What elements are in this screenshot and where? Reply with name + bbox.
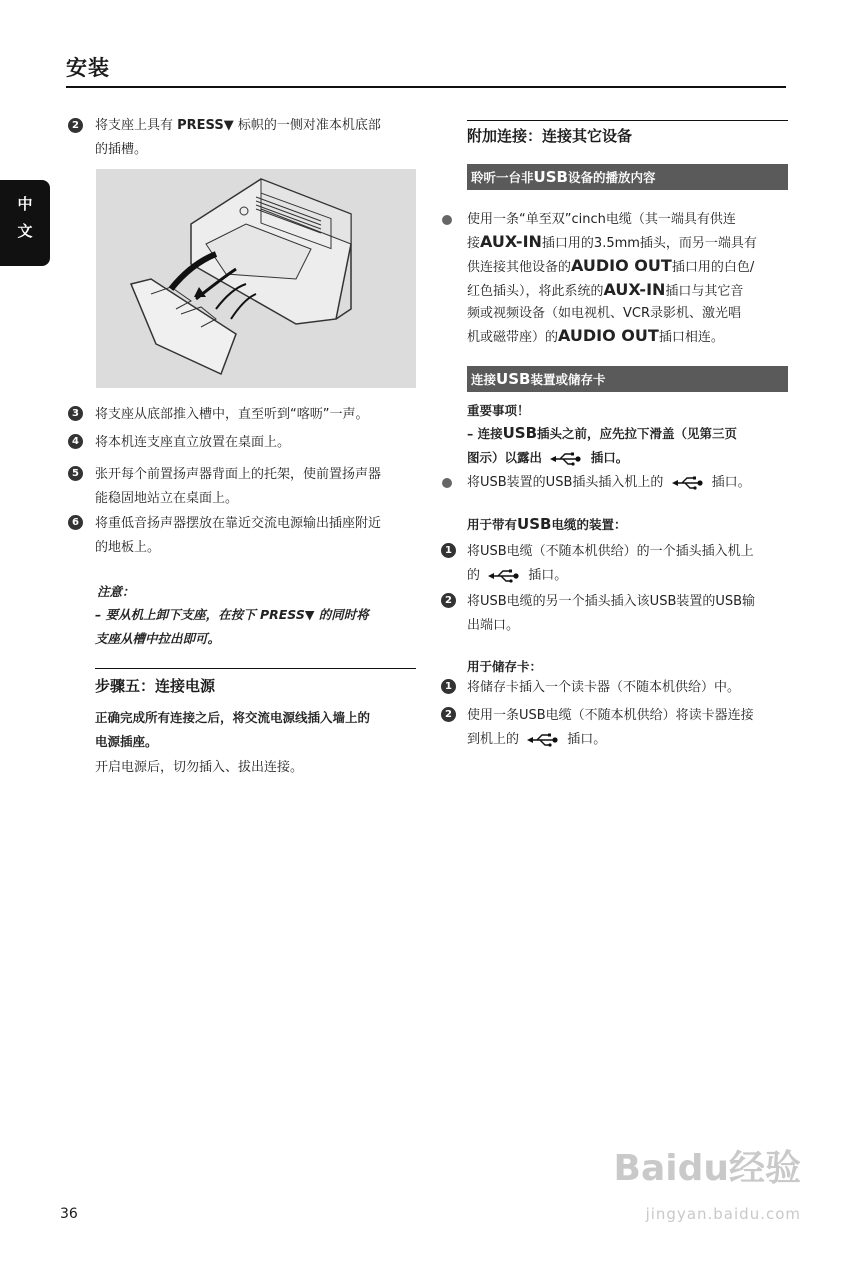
step-3-number: 3 (68, 406, 83, 421)
step-five-title: 步骤五：连接电源 (95, 677, 216, 695)
page-title: 安装 (66, 56, 110, 80)
usb-heading-bar: 连接 USB 装置或储存卡 (467, 366, 788, 392)
language-tab: 中文 (0, 180, 50, 266)
step-6-number: 6 (68, 515, 83, 530)
step-5-number: 5 (68, 466, 83, 481)
usb-cable-step-1: 将USB电缆（不随本机供给）的一个插头插入机上 的 插口。 (467, 544, 754, 583)
step-6-text: 将重低音扬声器摆放在靠近交流电源输出插座附近 的地板上。 (95, 516, 382, 555)
usb-icon (488, 569, 520, 583)
step-4-number: 4 (68, 434, 83, 449)
right-top-rule (467, 120, 788, 121)
substep-2-number: 2 (441, 593, 456, 608)
usb-icon (672, 476, 704, 490)
step-3-text: 将支座从底部推入槽中，直至听到“喀呖”一声。 (95, 407, 369, 422)
note-text: – 要从机上卸下支座，在按下 PRESS▼ 的同时将 支座从槽中拉出即可。 (95, 607, 369, 646)
step-2-number: 2 (68, 118, 83, 133)
usb-insert-paragraph: 将USB装置的USB插头插入机上的 插口。 (467, 475, 751, 490)
usb-cable-step-2: 将USB电缆的另一个插头插入该USB装置的USB输 出端口。 (467, 594, 756, 633)
step-4-text: 将本机连支座直立放置在桌面上。 (95, 435, 291, 450)
usb-icon (550, 452, 582, 466)
stand-illustration (96, 169, 416, 388)
bullet-dot (442, 215, 452, 225)
important-text: – 连接USB插头之前，应先拉下滑盖（见第三页 图示）以露出 插口。 (467, 424, 738, 465)
memory-card-subtitle: 用于储存卡： (467, 659, 543, 674)
step-five-instruction: 正确完成所有连接之后，将交流电源线插入墙上的 电源插座。 (95, 710, 371, 749)
step-5-text: 张开每个前置扬声器背面上的托架，使前置扬声器 能稳固地站立在桌面上。 (95, 467, 382, 506)
step-five-warning: 开启电源后，切勿插入、拔出连接。 (95, 760, 304, 775)
usb-icon (527, 733, 559, 747)
substep-1-number: 1 (441, 543, 456, 558)
title-rule (66, 86, 786, 88)
right-section-title: 附加连接：连接其它设备 (467, 127, 633, 145)
card-step-1-number: 1 (441, 679, 456, 694)
bullet-dot (442, 478, 452, 488)
step-2-text: 将支座上具有 PRESS▼ 标帜的一侧对准本机底部 的插槽。 (95, 118, 381, 157)
section-rule (95, 668, 416, 669)
card-step-2: 使用一条USB电缆（不随本机供给）将读卡器连接 到机上的 插口。 (467, 708, 754, 747)
non-usb-heading-bar: 聆听一台非 USB 设备的播放内容 (467, 164, 788, 190)
page-number: 36 (60, 1206, 78, 1222)
usb-cable-subtitle: 用于带有USB电缆的装置： (467, 515, 627, 533)
aux-in-paragraph: 使用一条“单至双”cinch电缆（其一端具有供连 接AUX-IN插口用的3.5mm插头，而另一端具有 供连接其他设备的AUDIO OUT插口用的白色/ 红色插头），将此系统的AUX-IN插口与其它音 频或视频设备（如电视机、VCR录影机、激光唱 机或磁带座）的AUDIO OUT插口相连。 (467, 212, 757, 345)
card-step-1: 将储存卡插入一个读卡器（不随本机供给）中。 (467, 680, 741, 695)
baidu-watermark: Baidu经验 (613, 1148, 801, 1189)
note-title: 注意： (97, 584, 135, 599)
card-step-2-number: 2 (441, 707, 456, 722)
baidu-watermark-url: jingyan.baidu.com (645, 1205, 801, 1223)
important-title: 重要事项！ (467, 403, 530, 418)
